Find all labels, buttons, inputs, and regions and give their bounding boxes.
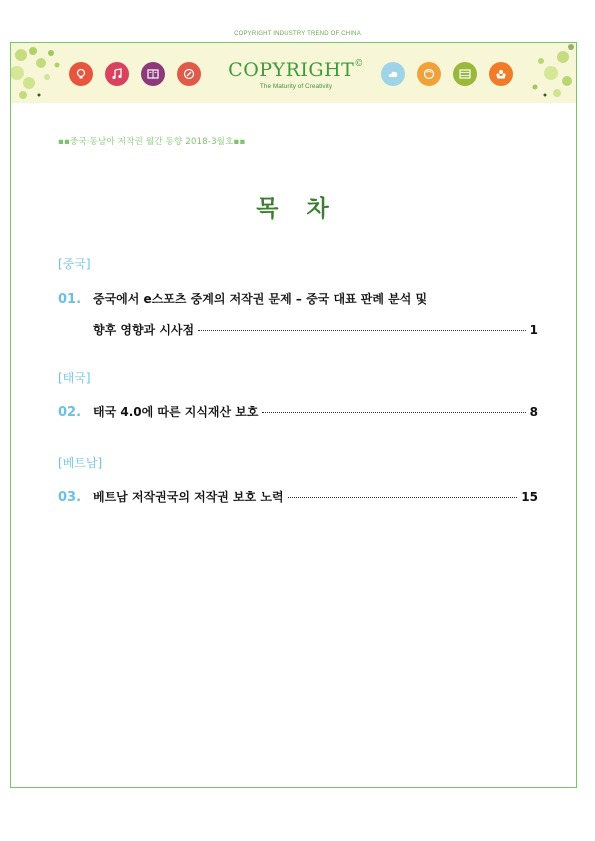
book-icon	[141, 62, 165, 86]
copyright-logo	[226, 53, 366, 90]
leader-dots	[198, 330, 526, 331]
page-number: 8	[529, 405, 538, 419]
entry-title-line1: 베트남 저작권국의 저작권 보호 노력	[93, 490, 284, 504]
face-icon	[417, 62, 441, 86]
leader-dots	[262, 412, 525, 413]
toc-entry-01[interactable]	[58, 290, 538, 338]
music-note-icon	[105, 62, 129, 86]
section-label-china: [중국]	[58, 257, 91, 271]
cloud-icon	[381, 62, 405, 86]
entry-title-line2: 향후 영향과 시사점	[93, 323, 195, 337]
header-caption: COPYRIGHT INDUSTRY TREND OF CHINA	[234, 31, 361, 37]
header-banner	[11, 43, 576, 103]
icon-row-right	[381, 62, 513, 86]
section-label-thailand: [태국]	[58, 371, 91, 385]
page-number: 1	[529, 323, 538, 337]
issue-line: ▪▪중국·동남아 저작권 월간 동향 2018-3월호▪▪	[58, 137, 246, 147]
toc-entry-03[interactable]	[58, 488, 538, 505]
toc-entry-02[interactable]	[58, 403, 538, 420]
entry-title-line1: 태국 4.0에 따른 지식재산 보호	[93, 405, 259, 419]
logo-title: COPYRIGHT	[228, 59, 355, 81]
section-label-vietnam: [베트남]	[58, 456, 103, 470]
icon-row-left	[69, 62, 201, 86]
entry-number: 02.	[58, 405, 82, 420]
lightbulb-icon	[69, 62, 93, 86]
entry-title-line1: 중국에서 e스포츠 중계의 저작권 문제 – 중국 대표 판례 분석 및	[93, 292, 428, 306]
entry-number: 03.	[58, 490, 82, 505]
compass-icon	[177, 62, 201, 86]
leaf-decoration-right	[521, 43, 576, 103]
page-number: 15	[521, 490, 538, 504]
leaf-decoration-left	[11, 43, 71, 103]
logo-mark: ©	[354, 59, 364, 69]
page-title: 목 차	[256, 196, 339, 222]
people-icon	[489, 62, 513, 86]
leader-dots	[288, 497, 518, 498]
entry-number: 01.	[58, 292, 82, 307]
logo-tagline: The Maturity of Creativity	[259, 83, 333, 90]
film-icon	[453, 62, 477, 86]
